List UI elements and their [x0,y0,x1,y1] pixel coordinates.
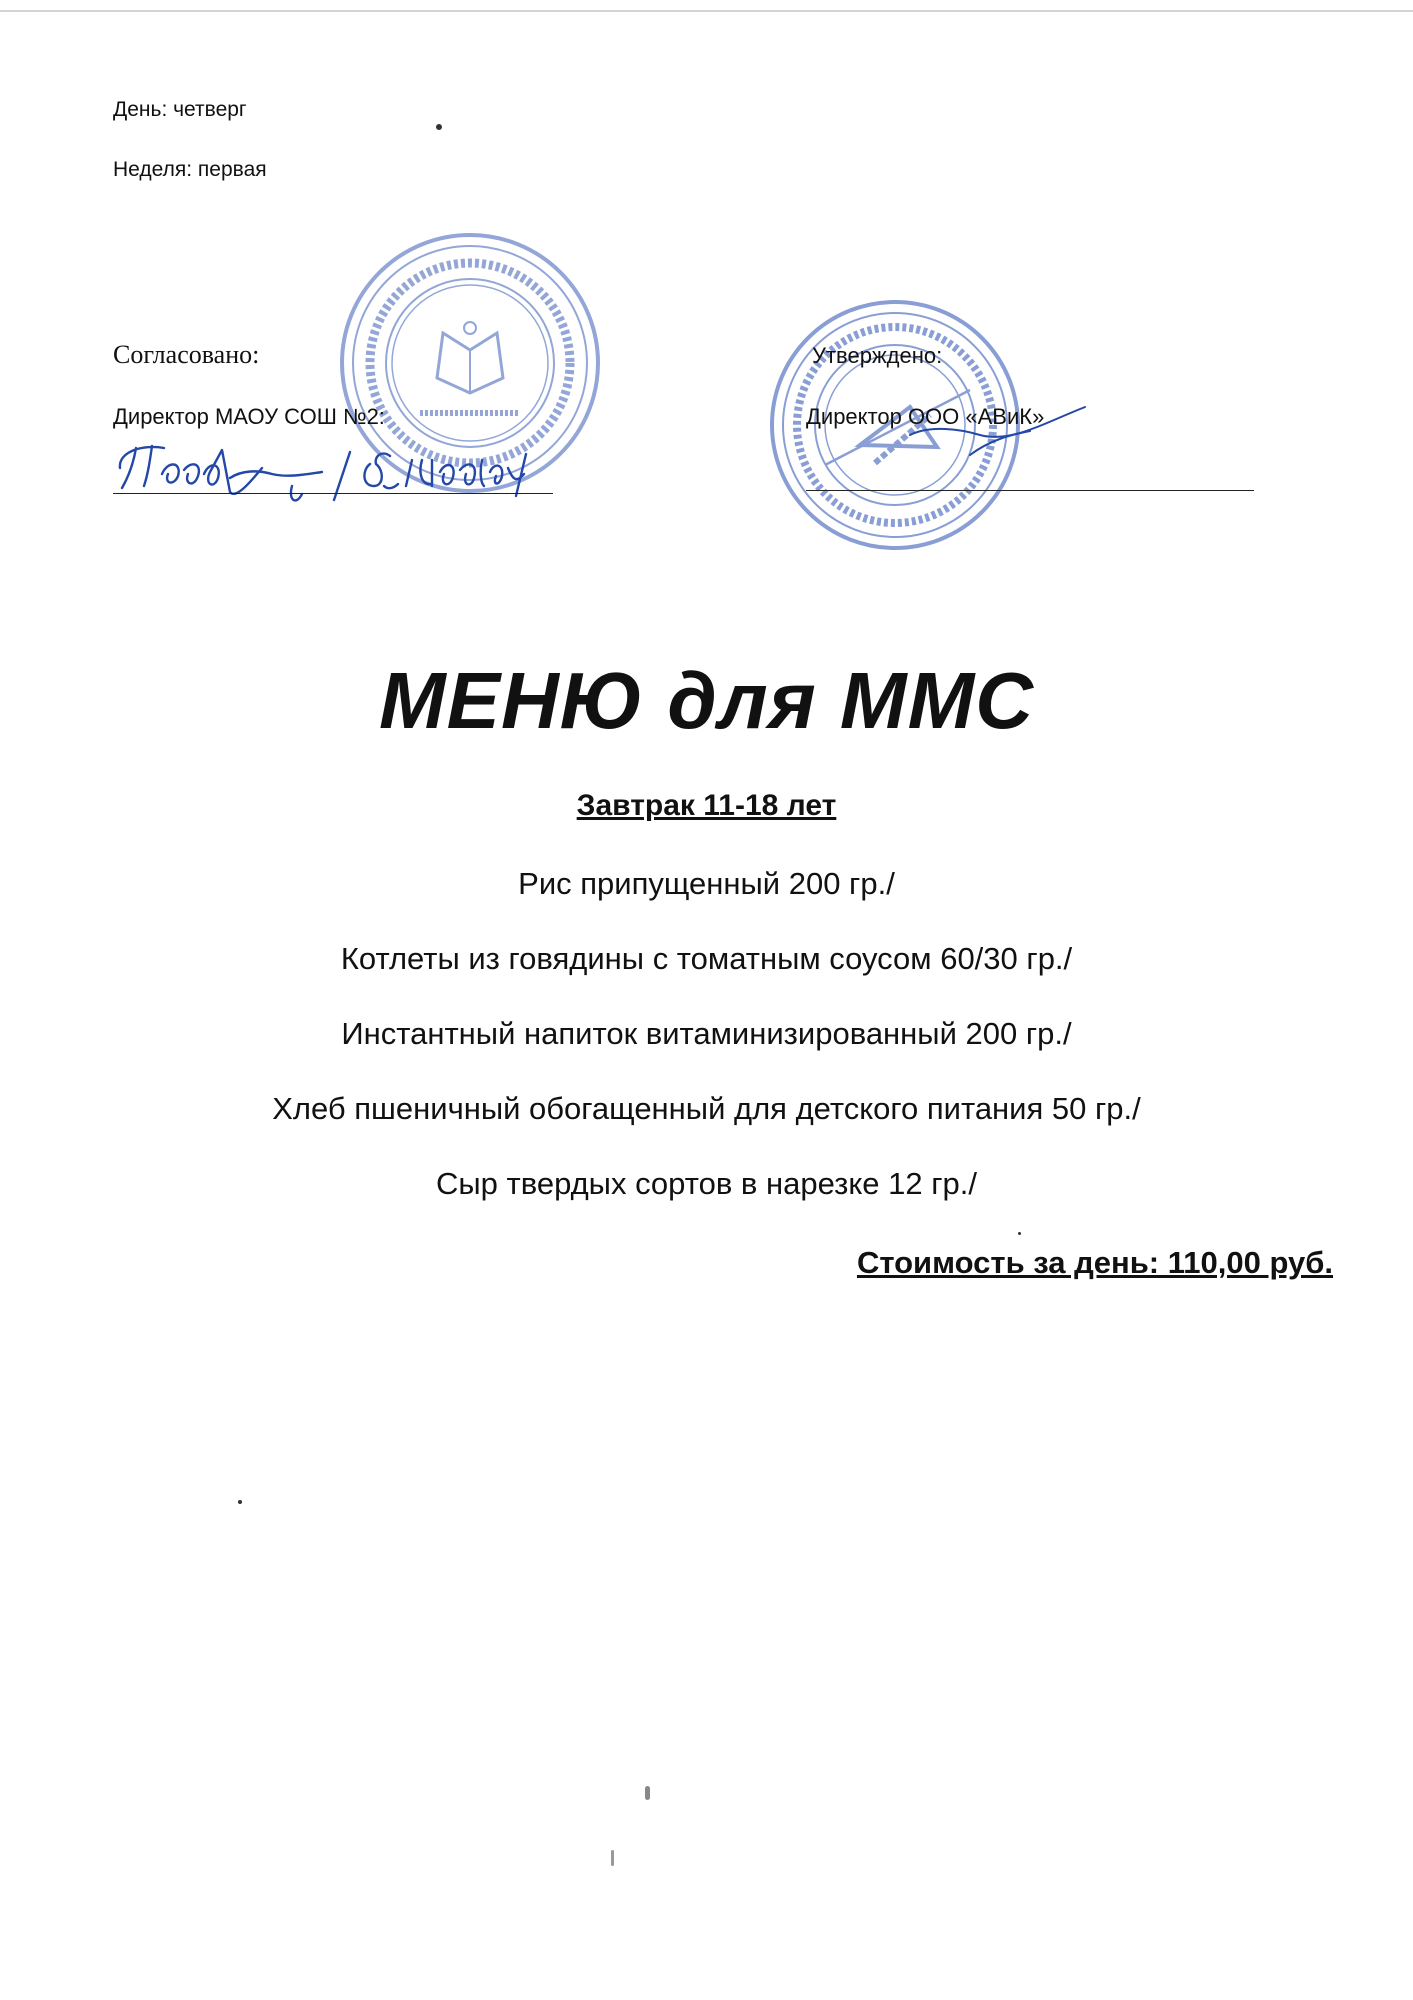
approved-label-right: Утверждено: [812,343,943,368]
handwritten-signature-icon [112,430,552,510]
menu-item: Котлеты из говядины с томатным соусом 60/30 гр./ [340,941,1073,976]
ink-speck [1018,1232,1021,1235]
menu-item: Инстантный напиток витаминизированный 200 гр./ [341,1016,1072,1051]
approved-label: Согласовано: [113,340,260,369]
menu-item: Хлеб пшеничный обогащенный для детского питания 50 гр./ [272,1091,1141,1126]
signature-line-right [806,490,1254,491]
signature-line-left [113,493,553,494]
ink-speck [611,1850,614,1866]
week-label: Неделя: первая [113,158,267,181]
menu-item: Рис припущенный 200 гр./ [518,866,895,901]
menu-title: МЕНЮ для ММС [379,656,1034,745]
daily-price: Стоимость за день: 110,00 руб. [856,1245,1333,1280]
ink-speck [436,124,442,130]
approver-position-right: Директор ООО «АВиК» [806,404,1045,429]
day-label: День: четверг [113,98,247,121]
page-edge [0,10,1413,12]
ink-speck [238,1500,242,1504]
approver-position-left: Директор МАОУ СОШ №2: [113,404,385,429]
menu-item: Сыр твердых сортов в нарезке 12 гр./ [435,1166,977,1201]
meal-heading: Завтрак 11-18 лет [576,789,837,822]
signature-stroke-icon [900,395,1090,470]
menu-items-list [0,865,1413,1240]
ink-speck [645,1786,650,1800]
